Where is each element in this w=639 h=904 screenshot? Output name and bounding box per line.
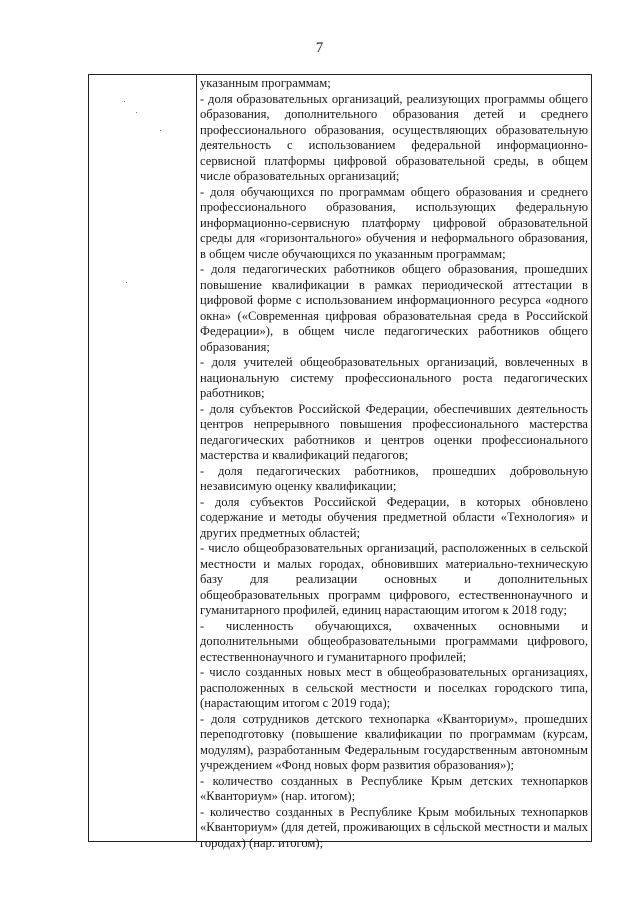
right-cell [200,76,588,851]
scan-speck [136,112,137,113]
indicator-item: - доля субъектов Российской Федерации, обеспечивших деятельность центров непрерывного повышения профессионального мастерства педагогических работников и центров оценки профессионального мастерства и квалификаций педагогов; [200,401,588,462]
indicator-item: - доля сотрудников детского технопарка «Кванториум», прошедших переподготовку (повышение квалификации по программам (курсам, модулям), разработанным Федеральным государственным автономным учреждением «Фонд новых форм развития образования»); [200,711,588,772]
page-number: 7 [315,40,324,56]
indicator-item: - количество созданных в Республике Крым мобильных технопарков «Кванториум» (для детей, проживающих в сельской местности и малых городах) (нар. итогом); [200,804,588,850]
indicator-item: указанным программам; [200,76,331,90]
pen-mark [440,818,446,836]
left-cell [89,75,195,841]
indicator-item: - доля обучающихся по программам общего образования и среднего профессионального образования, использующих федеральную информационно-сервисную платформу цифровой образовательной среды для «горизонтального» обучения и неформального образования, в общем числе обучающихся по указанным программам; [200,184,588,261]
column-divider [196,74,197,842]
indicator-item: - доля учителей общеобразовательных организаций, вовлеченных в национальную систему профессионального роста педагогических работников; [200,355,588,400]
indicator-item: - доля образовательных организаций, реализующих программы общего образования, дополнительного образования детей и среднего профессионального образования, осуществляющих образовательную деятельность с использованием федеральной информационно-сервисной платформы цифровой образовательной среды, в общем числе образовательных организаций; [200,91,588,183]
indicator-item: - число общеобразовательных организаций, расположенных в сельской местности и малых городах, обновивших материально-техническую базу для реализации основных и дополнительных общеобразовательных программ цифрового, естественнонаучного и гуманитарного профилей, единиц нарастающим итогом к 2018 году; [200,541,588,617]
indicator-item: - доля педагогических работников общего образования, прошедших повышение квалификации в рамках периодической аттестации в цифровой форме с использованием информационного ресурса «одного окна» («Современная цифровая образовательная среда в Российской Федерации»), в общем числе педагогических работников общего образования; [200,262,588,354]
indicator-item: - число созданных новых мест в общеобразовательных организациях, расположенных в сельской местности и поселках городского типа, (нарастающим итогом с 2019 года); [200,665,588,710]
scan-speck [124,101,125,102]
indicator-item: - доля субъектов Российской Федерации, в которых обновлено содержание и методы обучения предметной области «Технология» и других предметных областей; [200,494,588,540]
indicator-item: - численность обучающихся, охваченных основными и дополнительными общеобразовательными программами цифрового, естественнонаучного и гуманитарного профилей; [200,618,588,664]
scan-speck [160,130,161,131]
indicator-item: - доля педагогических работников, прошедших добровольную независимую оценку квалификации; [200,463,588,493]
indicator-item: - количество созданных в Республике Крым детских технопарков «Кванториум» (нар. итогом); [200,773,588,803]
scan-speck [126,282,127,283]
